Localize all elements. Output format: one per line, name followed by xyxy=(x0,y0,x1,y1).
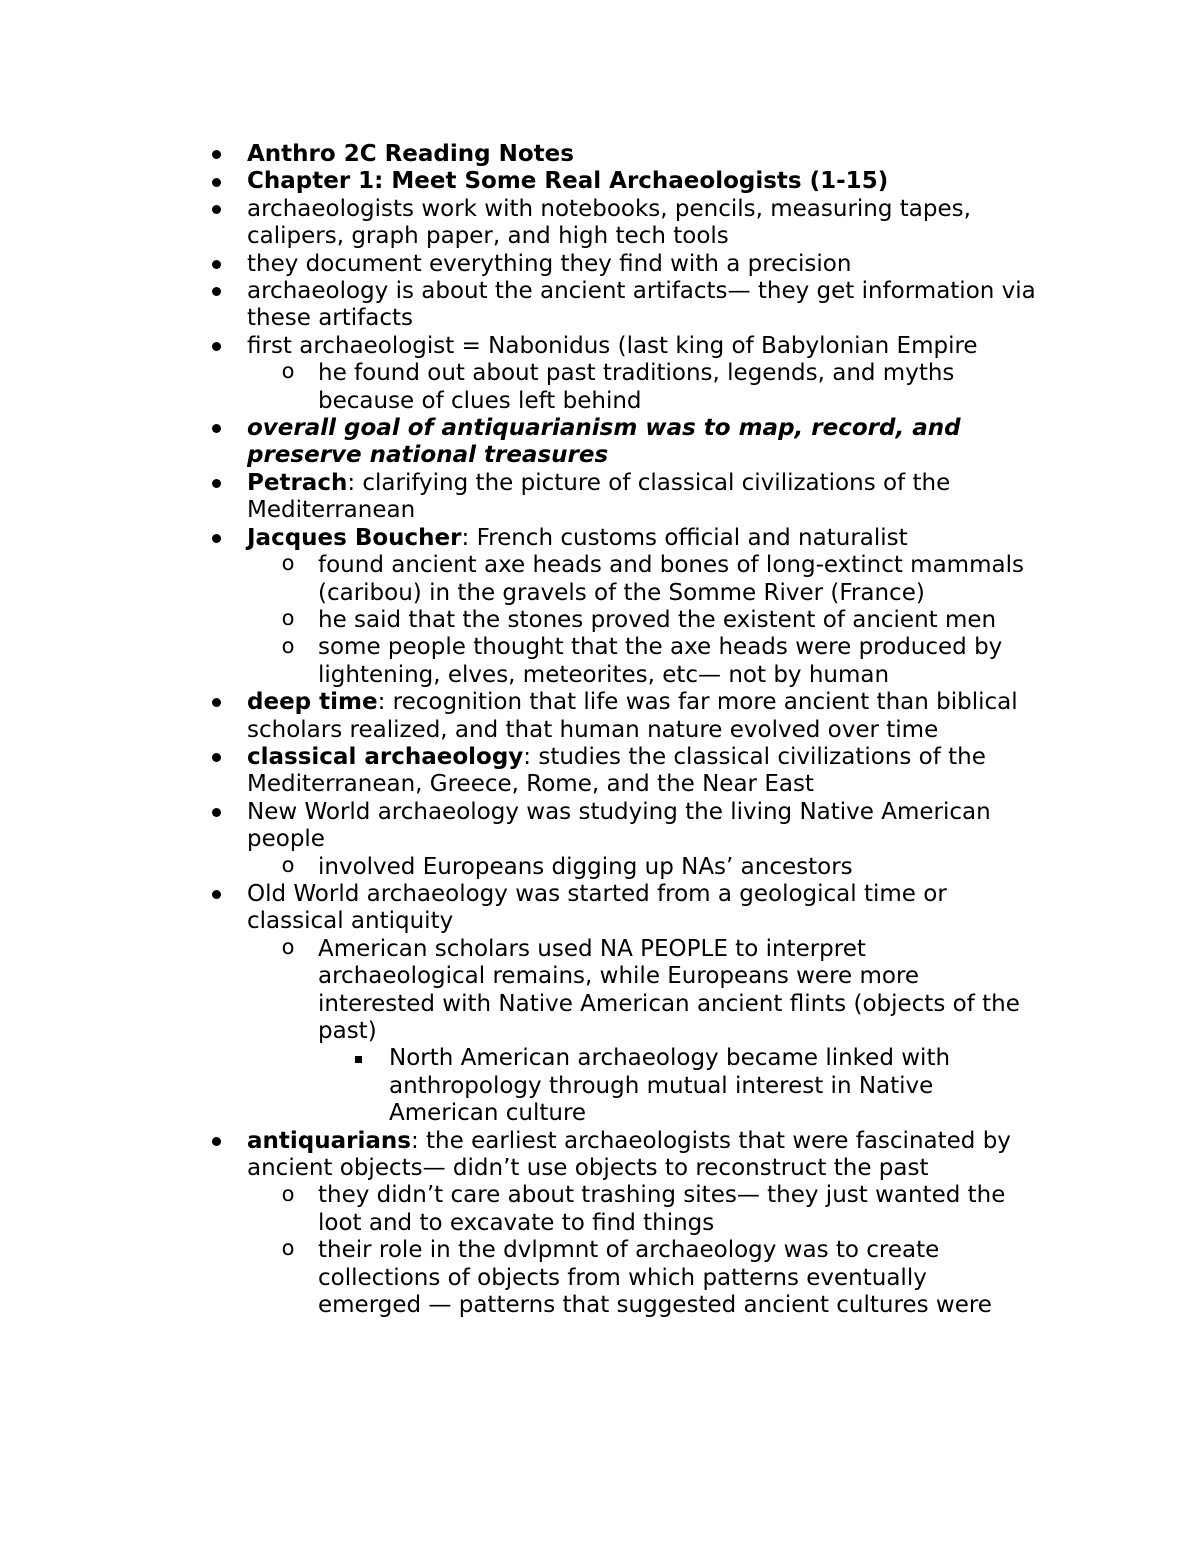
list-item-text: found ancient axe heads and bones of long-extinct mammals (caribou) in the gravels of the Somme River (France) xyxy=(318,552,1024,606)
list-item xyxy=(0,1237,1030,1319)
list-item xyxy=(0,168,1037,195)
bullet-dot-icon xyxy=(212,479,221,488)
list-marker xyxy=(206,168,226,195)
list-marker xyxy=(206,251,226,278)
list-marker xyxy=(206,333,226,360)
list-item-term: Jacques Boucher xyxy=(247,524,462,551)
list-marker xyxy=(278,1237,298,1264)
list-item-text: American scholars used NA PEOPLE to interpret archaeological remains, while Europeans were more interested with Native American ancient flints (objects of the past) xyxy=(318,935,1020,1044)
list-marker xyxy=(206,1128,226,1155)
list-item xyxy=(0,936,1030,1046)
list-marker xyxy=(206,881,226,908)
list-item xyxy=(0,634,1030,689)
list-item xyxy=(0,799,1037,854)
list-item xyxy=(0,854,1030,881)
list-item-term: Chapter 1: Meet Some Real Archaeologists (1-15) xyxy=(247,168,889,195)
list-item xyxy=(0,415,1037,470)
list-item xyxy=(0,196,1037,251)
list-item-text: : French customs official and naturalist xyxy=(461,524,908,551)
list-marker xyxy=(206,799,226,826)
bullet-circle-icon: o xyxy=(281,606,295,631)
list-marker xyxy=(278,1182,298,1209)
list-marker xyxy=(206,278,226,305)
list-marker xyxy=(348,1045,368,1072)
list-item-text: : studies the classical civilizations of the Mediterranean, Greece, Rome, and the Near East xyxy=(247,743,986,798)
bullet-dot-icon xyxy=(212,150,221,159)
list-item-term: deep time xyxy=(247,689,378,716)
bullet-dot-icon xyxy=(212,178,221,187)
list-item-text: : the earliest archaeologists that were fascinated by ancient objects— didn’t use objects to reconstruct the past xyxy=(247,1127,1011,1182)
list-item-text: : clarifying the picture of classical civilizations of the Mediterranean xyxy=(247,469,951,524)
bullet-dot-icon xyxy=(212,808,221,817)
bullet-square-icon xyxy=(355,1056,362,1063)
bullet-circle-icon: o xyxy=(281,852,295,877)
bullet-circle-icon: o xyxy=(281,551,295,576)
list-item-text: they document everything they find with a precision xyxy=(247,250,852,277)
list-item-text: involved Europeans digging up NAs’ ancestors xyxy=(318,853,853,880)
bullet-dot-icon xyxy=(212,424,221,433)
list-item xyxy=(0,251,1037,278)
list-item-text: first archaeologist = Nabonidus (last king of Babylonian Empire xyxy=(247,332,978,359)
list-item-text: their role in the dvlpmnt of archaeology was to create collections of objects from which patterns eventually emerged — patterns that suggested ancient cultures were xyxy=(318,1237,992,1319)
list-item-text: he said that the stones proved the existent of ancient men xyxy=(318,606,997,633)
list-item-text: New World archaeology was studying the living Native American people xyxy=(247,798,991,853)
list-item xyxy=(0,607,1030,634)
list-marker xyxy=(278,360,298,387)
bullet-dot-icon xyxy=(212,753,221,762)
list-item-term: antiquarians xyxy=(247,1127,411,1154)
bullet-circle-icon: o xyxy=(281,934,295,959)
bullet-dot-icon xyxy=(212,1137,221,1146)
list-item xyxy=(0,1045,1029,1127)
list-marker xyxy=(206,141,226,168)
list-item-text: : recognition that life was far more ancient than biblical scholars realized, and that human nature evolved over time xyxy=(247,689,1018,743)
bullet-dot-icon xyxy=(212,260,221,269)
list-marker xyxy=(206,744,226,771)
bullet-dot-icon xyxy=(212,342,221,351)
list-marker xyxy=(206,525,226,552)
bullet-dot-icon xyxy=(212,698,221,707)
list-marker xyxy=(278,854,298,881)
list-item-text: archaeology is about the ancient artifacts— they get information via these artifacts xyxy=(247,278,1036,332)
bullet-circle-icon: o xyxy=(281,359,295,384)
list-item-text: they didn’t care about trashing sites— they just wanted the loot and to excavate to find things xyxy=(318,1182,1006,1236)
document-page xyxy=(0,141,1200,1319)
list-item xyxy=(0,689,1037,744)
list-marker xyxy=(206,470,226,497)
bullet-circle-icon: o xyxy=(281,633,295,658)
bullet-dot-icon xyxy=(212,287,221,296)
list-marker xyxy=(206,689,226,716)
list-marker xyxy=(278,936,298,963)
list-item-term: Anthro 2C Reading Notes xyxy=(247,141,574,167)
list-item xyxy=(0,470,1037,525)
list-item-text: North American archaeology became linked with anthropology through mutual interest in Native American culture xyxy=(389,1045,951,1127)
list-item-term: Petrach xyxy=(247,469,348,496)
bullet-dot-icon xyxy=(212,534,221,543)
bullet-circle-icon: o xyxy=(281,1236,295,1261)
list-item-term: overall goal of antiquarianism was to map, record, and preserve national treasures xyxy=(247,415,961,469)
list-item xyxy=(0,141,1037,168)
list-marker xyxy=(278,552,298,579)
list-marker xyxy=(278,607,298,634)
list-item-text: archaeologists work with notebooks, pencils, measuring tapes, calipers, graph paper, and high tech tools xyxy=(247,195,971,250)
list-marker xyxy=(278,634,298,661)
list-item xyxy=(0,1128,1037,1183)
bullet-dot-icon xyxy=(212,890,221,899)
list-marker xyxy=(206,415,226,442)
list-item xyxy=(0,881,1037,936)
list-marker xyxy=(206,196,226,223)
list-item-text: some people thought that the axe heads were produced by lightening, elves, meteorites, etc— not by human xyxy=(318,634,1003,688)
list-item-text: he found out about past traditions, legends, and myths because of clues left behind xyxy=(318,360,955,414)
list-item-text: Old World archaeology was started from a geological time or classical antiquity xyxy=(247,880,947,935)
list-item xyxy=(0,360,1030,415)
list-item-term: classical archaeology xyxy=(247,743,524,770)
bullet-dot-icon xyxy=(212,205,221,214)
notes-list xyxy=(0,141,1200,1319)
list-item xyxy=(0,278,1037,333)
list-item xyxy=(0,552,1030,607)
bullet-circle-icon: o xyxy=(281,1181,295,1206)
list-item xyxy=(0,333,1037,360)
list-item xyxy=(0,1182,1030,1237)
list-item xyxy=(0,744,1037,799)
list-item xyxy=(0,525,1037,552)
